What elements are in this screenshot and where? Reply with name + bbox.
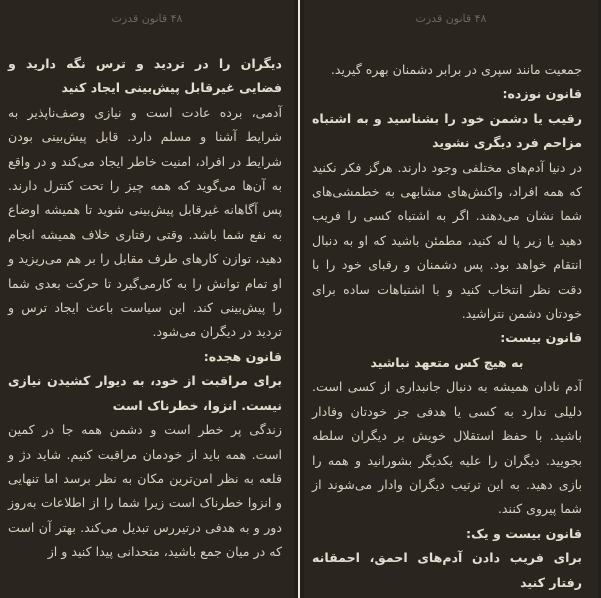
book-page-right[interactable] <box>304 0 598 598</box>
running-header: ۴۸ قانون قدرت <box>111 12 183 25</box>
body-paragraph: جمعیت مانند سپری در برابر دشمنان بهره گیرید. <box>330 62 582 77</box>
law-heading: قانون بیست و یک: <box>465 525 582 541</box>
body-paragraph: در دنیا آدم‌های مختلفی وجود دارند. هرگز فکر نکنید که همه افراد، واکنش‌های مشابهی به خطمشی‌های شما نشان می‌دهند. اگر به اشتباه کسی را فریب دهید یا زیر پا له کنید، مطمئن باشید که او به دنبال انتقام خواهد بود. پس دشمنان و رقبای خود را با دقت نظر انتخاب کنید و با اشتباهات ساده برای خودتان دشمن نتراشید. <box>312 159 582 322</box>
law-heading: قانون نوزده: <box>502 86 582 102</box>
law-heading: قانون هجده: <box>203 348 282 364</box>
law-title: برای فریب دادن آدم‌های احمق، احمقانه رفتار کنید <box>312 550 582 590</box>
body-paragraph: آدمی، برده عادت است و نیازی وصف‌ناپذیر به شرایط آشنا و مسلم دارد. قابل پیش‌بینی بودن شرایط در افراد، امنیت خاطر ایجاد می‌کند و در واقع به آن‌ها می‌گوید که همه چیز را تحت کنترل دارند. پس آگاهانه غیرقابل پیش‌بینی شوید تا همیشه اوضاع به نفع شما باشد. وقتی رفتاری خلاف همیشه انجام دهید، توازن کارهای طرف مقابل را بر هم می‌ریزید و او تمام توانش را به کارمی‌گیرد تا حرکت بعدی شما را پیش‌بینی کند. این سیاست باعث ایجاد ترس و تردید در دیگران می‌شود. <box>8 104 282 340</box>
page-text <box>8 52 282 565</box>
page-text <box>312 58 582 595</box>
chapter-title: دیگران را در تردید و ترس نگه دارید و فضایی غیرقابل پیش‌بینی ایجاد کنید <box>8 56 282 96</box>
page-divider <box>298 0 300 598</box>
body-paragraph: زندگی پر خطر است و دشمن همه جا در کمین است. همه باید از خودمان مراقبت کنیم. شاید دژ و قلعه به نظر امن‌ترین مکان به نظر برسد اما تنهایی و انزوا خطرناک است زیرا شما را از اطلاعات به‌روز دور و به هدفی درتیررس تبدیل می‌کند. بهتر آن است که در میان جمع باشید، متحدانی پیدا کنید و از <box>8 422 282 560</box>
law-title: رقیب یا دشمن خود را بشناسید و به اشتباه مزاحم فرد دیگری نشوید <box>312 110 582 151</box>
law-title: به هیچ کس متعهد نباشید <box>370 354 524 370</box>
book-page-left[interactable] <box>0 0 294 598</box>
law-heading: قانون بیست: <box>500 330 582 346</box>
law-title: برای مراقبت از خود، به دیوار کشیدن نیازی نیست. انزوا، خطرناک است <box>8 373 282 413</box>
body-paragraph: آدم نادان همیشه به دنبال جانبداری از کسی است. دلیلی ندارد به کسی یا هدفی جز خودتان وفادار باشید. با حفظ استقلال خویش بر دیگران سلطه بجویید. دیگران را علیه یکدیگر بشورانید و همه را بازی دهید. به این ترتیب دیگران وادار می‌شوند از شما پیروی کنند. <box>312 379 582 517</box>
running-header: ۴۸ قانون قدرت <box>415 12 487 25</box>
